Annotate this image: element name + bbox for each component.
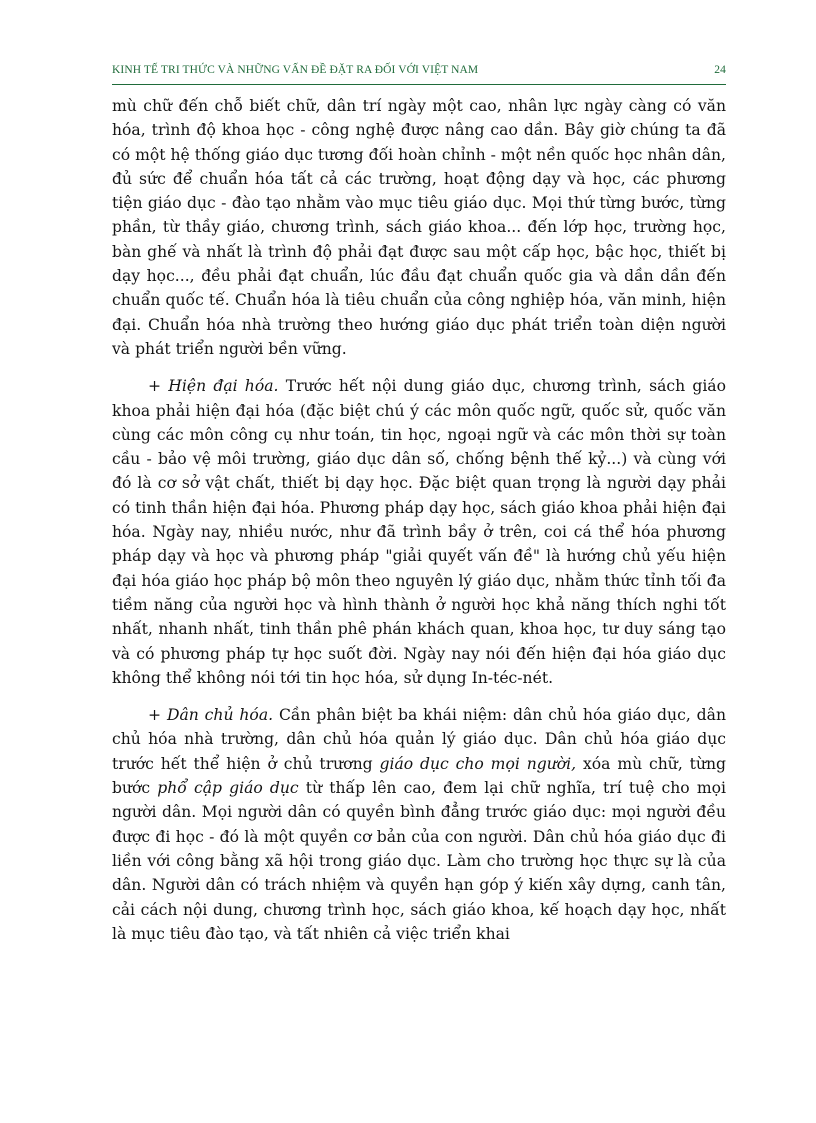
italic-phrase: phổ cập giáo dục <box>157 779 299 798</box>
paragraph-modernization <box>112 374 726 690</box>
paragraph-continuation <box>112 94 726 361</box>
bullet-lead: + <box>148 706 167 725</box>
body-text <box>112 94 726 946</box>
paragraph-text: Trước hết nội dung giáo dục, chương trình, sách giáo khoa phải hiện đại hóa (đặc biệt chú ý các môn quốc ngữ, quốc sử, quốc văn cùng các môn công cụ như toán, tin học, ngoại ngữ và các môn thời sự toàn cầu - bảo vệ môi trường, giáo dục dân số, chống bệnh thế kỷ...) và cùng với đó là cơ sở vật chất, thiết bị dạy học. Đặc biệt quan trọng là người dạy phải có tinh thần hiện đại hóa. Phương pháp dạy học, sách giáo khoa phải hiện đại hóa. Ngày nay, nhiều nước, như đã trình bầy ở trên, coi cá thể hóa phương pháp dạy và học và phương pháp "giải quyết vấn đề" là hướng chủ yếu hiện đại hóa giáo học pháp bộ môn theo nguyên lý giáo dục, nhằm thức tỉnh tối đa tiềm năng của người học và hình thành ở người học khả năng thích nghi tốt nhất, nhanh nhất, tinh thần phê phán khách quan, khoa học, tư duy sáng tạo và có phương pháp tự học suốt đời. Ngày nay nói đến hiện đại hóa giáo dục không thể không nói tới tin học hóa, sử dụng In-téc-nét. <box>112 377 726 687</box>
bullet-lead: + <box>148 377 169 396</box>
italic-phrase: giáo dục cho mọi người, <box>379 754 577 773</box>
running-header <box>112 64 726 80</box>
italic-term: Dân chủ hóa. <box>166 706 274 725</box>
paragraph-democratization <box>112 703 726 946</box>
paragraph-text: mù chữ đến chỗ biết chữ, dân trí ngày một cao, nhân lực ngày càng có văn hóa, trình độ khoa học - công nghệ được nâng cao dần. Bây giờ chúng ta đã có một hệ thống giáo dục tương đối hoàn chỉnh - một nền quốc học nhân dân, đủ sức để chuẩn hóa tất cả các trường, hoạt động dạy và học, các phương tiện giáo dục - đào tạo nhằm vào mục tiêu giáo dục. Mọi thứ từng bước, từng phần, từ thầy giáo, chương trình, sách giáo khoa... đến lớp học, trường học, bàn ghế và nhất là trình độ phải đạt được sau một cấp học, bậc học, thiết bị dạy học..., đều phải đạt chuẩn, lúc đầu đạt chuẩn quốc gia và dần dần đến chuẩn quốc tế. Chuẩn hóa là tiêu chuẩn của công nghiệp hóa, văn minh, hiện đại. Chuẩn hóa nhà trường theo hướng giáo dục phát triển toàn diện người và phát triển người bền vững. <box>112 97 726 358</box>
paragraph-text: xóa mù chữ, từng bước <box>112 754 727 798</box>
header-title: KINH TẾ TRI THỨC VÀ NHỮNG VẤN ĐỀ ĐẶT RA ĐỐI VỚI VIỆT NAM <box>112 64 479 76</box>
paragraph-text: Cần phân biệt ba khái niệm: dân chủ hóa giáo dục, dân chủ hóa nhà trường, dân chủ hóa quản lý giáo dục. Dân chủ hóa giáo dục trước hết thể hiện ở chủ trương <box>112 706 726 773</box>
header-divider <box>112 84 726 85</box>
page-number: 24 <box>714 64 726 76</box>
paragraph-text: từ thấp lên cao, đem lại chữ nghĩa, trí tuệ cho mọi người dân. Mọi người dân có quyền bình đẳng trước giáo dục: mọi người đều được đi học - đó là một quyền cơ bản của con người. Dân chủ hóa giáo dục đi liền với công bằng xã hội trong giáo dục. Làm cho trường học thực sự là của dân. Người dân có trách nhiệm và quyền hạn góp ý kiến xây dựng, canh tân, cải cách nội dung, chương trình học, sách giáo khoa, kế hoạch dạy học, nhất là mục tiêu đào tạo, và tất nhiên cả việc triển khai <box>112 779 726 943</box>
italic-term: Hiện đại hóa. <box>168 377 279 396</box>
